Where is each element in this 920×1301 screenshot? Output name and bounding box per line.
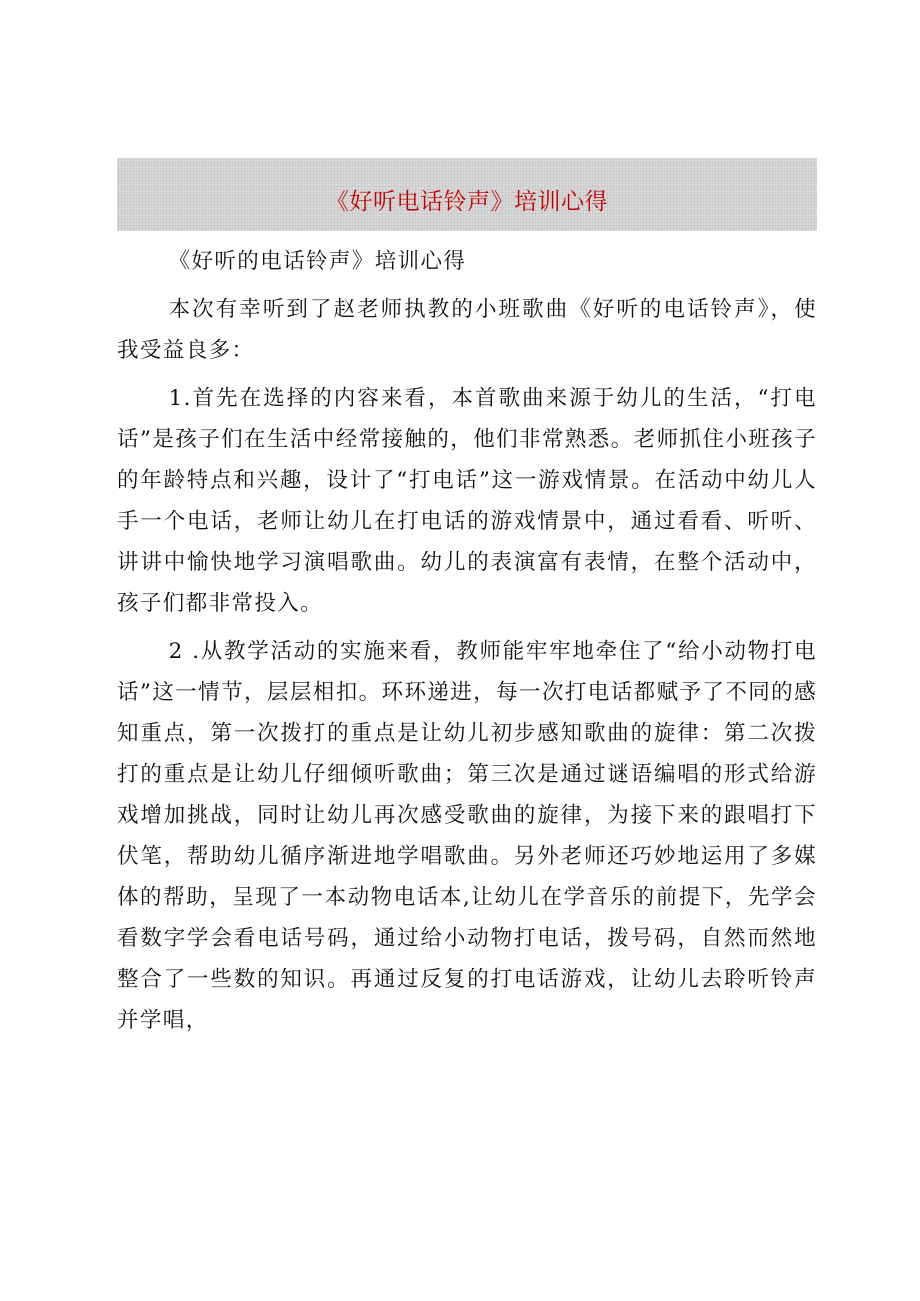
title-banner [117,158,817,231]
subtitle-paragraph: 《好听的电话铃声》培训心得 [168,249,467,274]
intro-paragraph: 本次有幸听到了赵老师执教的小班歌曲《好听的电话铃声》，使我受益良多： [117,297,817,363]
document-body [117,241,817,1041]
document-title: 《好听电话铃声》培训心得 [326,189,608,215]
point-1-paragraph: 1.首先在选择的内容来看，本首歌曲来源于幼儿的生活，“打电话”是孩子们在生活中经常接触的，他们非常熟悉。老师抓住小班孩子的年龄特点和兴趣，设计了“打电话”这一游戏情景。在活动中幼儿人手一个电话，老师让幼儿在打电话的游戏情景中，通过看看、听听、讲讲中愉快地学习演唱歌曲。幼儿的表演富有表情，在整个活动中，孩子们都非常投入。 [117,386,817,616]
point-2-paragraph: 2 .从教学活动的实施来看，教师能牢牢地牵住了“给小动物打电话”这一情节，层层相扣。环环递进，每一次打电话都赋予了不同的感知重点，第一次拨打的重点是让幼儿初步感知歌曲的旋律：第二次拨打的重点是让幼儿仔细倾听歌曲；第三次是通过谜语编唱的形式给游戏增加挑战，同时让幼儿再次感受歌曲的旋律，为接下来的跟唱打下伏笔，帮助幼儿循序渐进地学唱歌曲。另外老师还巧妙地运用了多媒体的帮助，呈现了一本动物电话本,让幼儿在学音乐的前提下，先学会看数字学会看电话号码，通过给小动物打电话，拨号码，自然而然地整合了一些数的知识。再通过反复的打电话游戏，让幼儿去聆听铃声并学唱， [117,639,817,1033]
